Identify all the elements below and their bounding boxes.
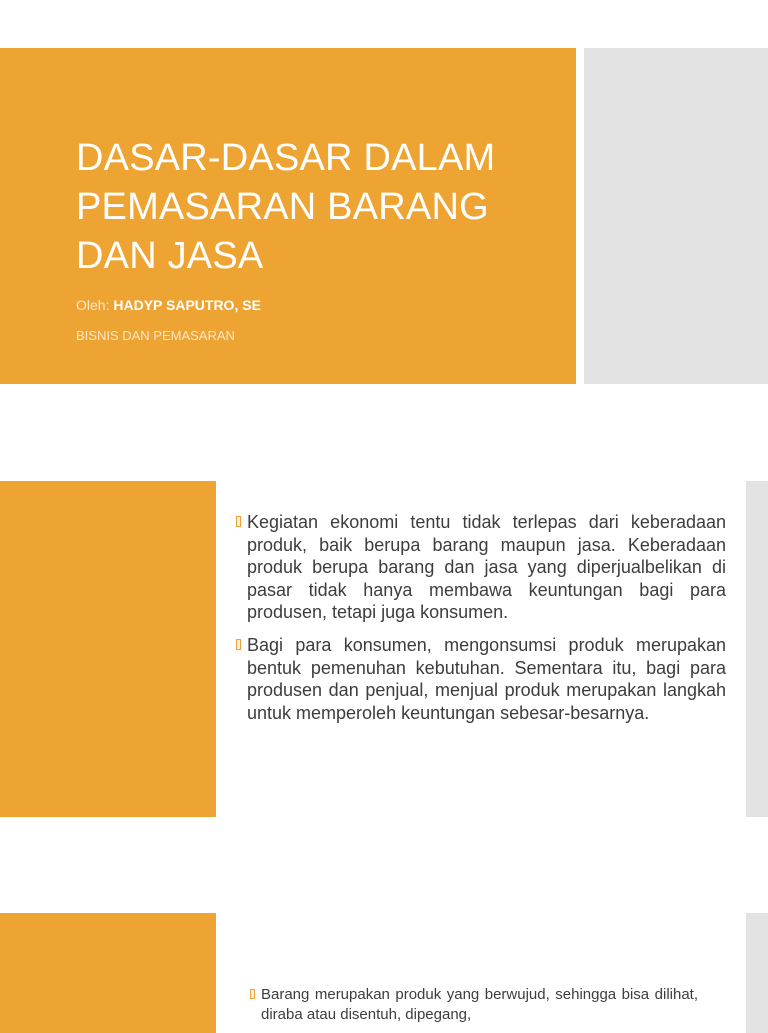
content-slide-accent-panel [0,913,216,1033]
slide3-bullet-list [250,985,698,1025]
bullet-item [250,985,698,1025]
author-name: HADYP SAPUTRO, SE [113,297,261,313]
bullet-text: Bagi para konsumen, mengonsumsi produk merupakan bentuk pemenuhan kebutuhan. Sementara itu, bagi para produsen dan penjual, menjual produk merupakan langkah untuk memperoleh keuntungan sebesar-besarnya. [247,634,726,723]
content-slide-side-panel [746,481,768,817]
bullet-text: Barang merupakan produk yang berwujud, sehingga bisa dilihat, diraba atau disentuh, dipegang, [261,986,698,1023]
slide-subtitle: BISNIS DAN PEMASARAN [76,328,235,343]
content-slide-side-panel [746,913,768,1033]
slide-title: DASAR-DASAR DALAM PEMASARAN BARANG DAN JASA [76,137,496,277]
bullet-icon [236,516,241,527]
bullet-text: Kegiatan ekonomi tentu tidak terlepas dari keberadaan produk, baik berupa barang maupun jasa. Keberadaan produk berupa barang dan jasa yang diperjualbelikan di pasar tidak hanya membawa keuntungan bagi para produsen, tetapi juga konsumen. [247,512,726,623]
content-slide-accent-panel [0,481,216,817]
title-slide-side-panel [584,48,768,384]
bullet-icon [250,989,255,999]
author-prefix: Oleh: [76,297,114,313]
bullet-icon [236,639,241,650]
slide2-bullet-list [236,511,726,734]
slide-author [76,297,261,313]
bullet-item [236,511,726,624]
bullet-item [236,634,726,724]
